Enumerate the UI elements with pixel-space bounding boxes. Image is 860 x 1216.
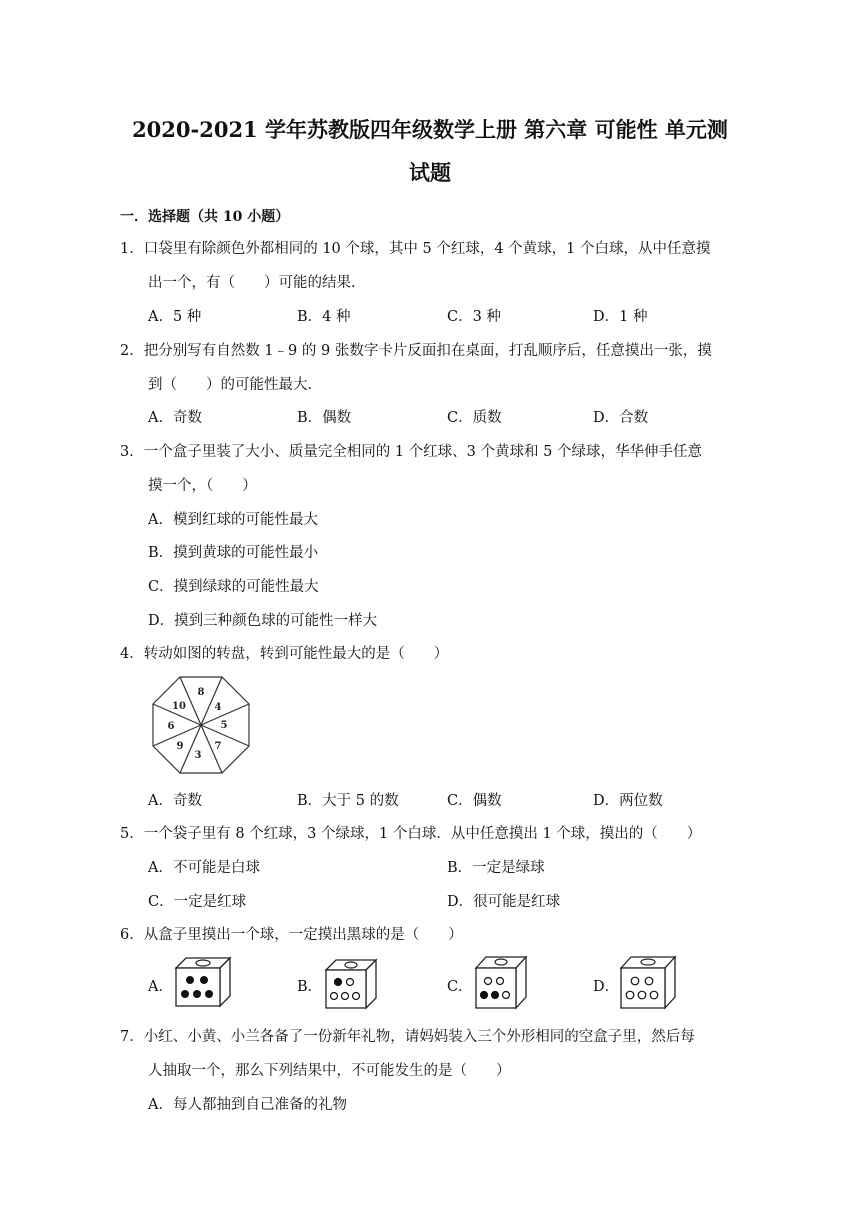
spinner-label-3: 3 <box>194 750 202 761</box>
box-d-all-white-balls <box>617 954 677 1010</box>
q5-option-c: C．一定是红球 <box>148 894 247 910</box>
q5-option-b: B．一定是绿球 <box>447 860 545 876</box>
q1-option-d: D．1 种 <box>593 309 648 325</box>
q3-option-c: C．摸到绿球的可能性最大 <box>148 579 319 595</box>
q1-option-a: A．5 种 <box>148 309 202 325</box>
q6-option-a-label: A． <box>148 979 173 995</box>
spinner-label-7: 7 <box>214 741 222 752</box>
q3-option-d: D．摸到三种颜色球的可能性一样大 <box>148 613 378 629</box>
q2-option-b: B．偶数 <box>297 410 352 426</box>
q1-text-line2: 出一个，有（ ）可能的结果. <box>148 275 356 291</box>
q2-option-a: A．奇数 <box>148 410 202 426</box>
spinner-label-10: 10 <box>172 701 186 712</box>
q2-option-c: C．质数 <box>447 410 502 426</box>
q6-option-b-label: B． <box>297 979 323 995</box>
q1-option-b: B．4 种 <box>297 309 351 325</box>
q4-option-d: D．两位数 <box>593 793 663 809</box>
q3-text-line1: 3．一个盒子里装了大小、质量完全相同的 1 个红球、3 个黄球和 5 个绿球，华华伸手任意 <box>120 444 702 460</box>
q7-text-line1: 7．小红、小黄、小兰各备了一份新年礼物，请妈妈装入三个外形相同的空盒子里，然后每 <box>120 1029 695 1045</box>
box-a-all-black-balls <box>172 956 232 1008</box>
q5-option-d: D．很可能是红球 <box>447 894 561 910</box>
box-b-mixed-balls <box>322 958 378 1010</box>
q1-text-line1: 1．口袋里有除颜色外都相同的 10 个球，其中 5 个红球，4 个黄球，1 个白球，从中任意摸 <box>120 241 711 257</box>
box-c-mixed-balls <box>472 954 528 1010</box>
q5-text-line1: 5．一个袋子里有 8 个红球，3 个绿球，1 个白球．从中任意摸出 1 个球，摸出的（ ） <box>120 826 702 842</box>
q6-text-line1: 6．从盒子里摸出一个球，一定摸出黑球的是（ ） <box>120 927 463 943</box>
q6-option-d-label: D． <box>593 979 620 995</box>
spinner-label-8: 8 <box>197 687 205 698</box>
q4-option-c: C．偶数 <box>447 793 502 809</box>
q4-option-a: A．奇数 <box>148 793 202 809</box>
q4-text-line1: 4．转动如图的转盘，转到可能性最大的是（ ） <box>120 646 449 662</box>
q3-option-b: B．摸到黄球的可能性最小 <box>148 545 319 561</box>
spinner-label-6: 6 <box>167 721 175 732</box>
q5-option-a: A．不可能是白球 <box>148 860 260 876</box>
q4-option-b: B．大于 5 的数 <box>297 793 399 809</box>
spinner-label-5: 5 <box>220 720 228 731</box>
q2-text-line2: 到（ ）的可能性最大. <box>148 377 313 393</box>
q3-option-a: A．模到红球的可能性最大 <box>148 512 318 528</box>
q3-text-line2: 摸一个，（ ） <box>148 478 257 494</box>
q6-option-c-label: C． <box>447 979 473 995</box>
q7-option-a: A．每人都抽到自己准备的礼物 <box>148 1097 347 1113</box>
q2-text-line1: 2．把分别写有自然数 1﹣9 的 9 张数字卡片反面扣在桌面，打乱顺序后，任意摸出一张，摸 <box>120 343 712 359</box>
spinner-label-4: 4 <box>214 702 222 713</box>
q7-text-line2: 人抽取一个，那么下列结果中，不可能发生的是（ ） <box>148 1063 511 1079</box>
document-title-line1: 2020-2021 学年苏教版四年级数学上册 第六章 可能性 单元测 <box>132 117 728 142</box>
section-heading: 一．选择题（共 10 小题） <box>120 209 290 225</box>
q2-option-d: D．合数 <box>593 410 649 426</box>
document-title-line2: 试题 <box>409 160 451 185</box>
q1-option-c: C．3 种 <box>447 309 501 325</box>
spinner-figure <box>151 675 251 775</box>
spinner-label-9: 9 <box>176 741 184 752</box>
